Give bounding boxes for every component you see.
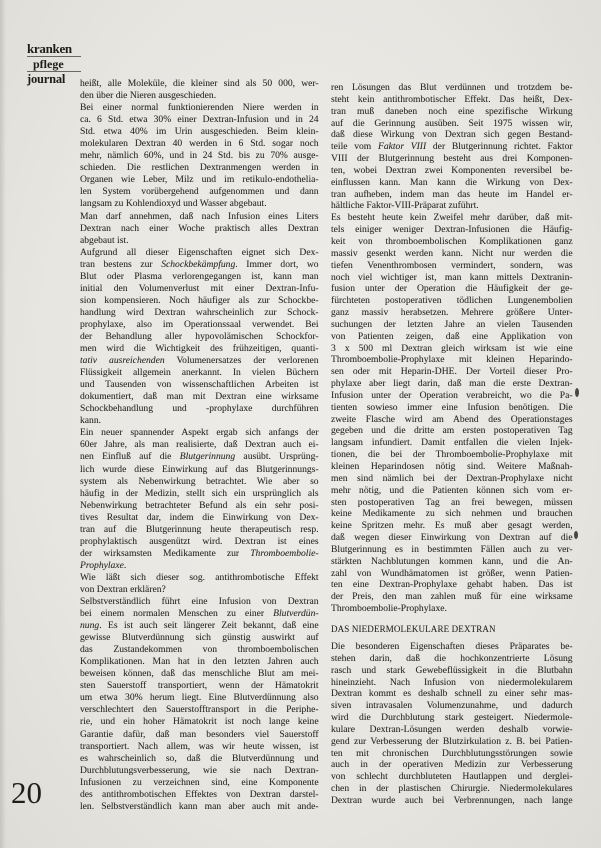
text-line xyxy=(80,90,319,102)
line-text: Dextran kommt es deshalb schnell zu einer sehr mas- xyxy=(331,688,573,700)
text-line xyxy=(80,476,319,488)
text-line xyxy=(331,795,573,807)
text-segment: ausübt. Ursprüng- xyxy=(235,451,319,463)
line-text xyxy=(80,560,126,571)
text-line xyxy=(80,608,319,620)
text-line xyxy=(80,500,319,512)
line-text: sen oder mit Heparin-DHE. Der Vorteil dieser Pro- xyxy=(331,366,573,378)
text-line xyxy=(331,568,573,580)
line-text xyxy=(80,608,319,619)
line-text: der Preis, den man zahlen muß für eine wirksame xyxy=(331,591,573,603)
line-text: len. Selbstverständlich kann man aber auch mit ande- xyxy=(80,800,319,812)
line-text: Infusionen zu verzeichnen sind, eine Komponente xyxy=(80,776,319,788)
line-text: gewisse Blutverdünnung sich günstig auswirkt auf xyxy=(80,632,319,644)
line-text: tran aufheben, indem man das heute im Handel er- xyxy=(331,188,573,200)
italic-text: Schockbekämpfung xyxy=(161,258,236,270)
text-line xyxy=(331,106,573,118)
line-text: wird die Durchblutung stark gesteigert. Niedermole- xyxy=(331,712,573,724)
text-line xyxy=(80,271,319,283)
text-line xyxy=(331,236,573,248)
line-text: 3 x 500 ml Dextran gleich wirksam ist wie eine xyxy=(331,342,573,354)
line-text: auch in der operativen Medizin zur Verbesserung xyxy=(331,759,573,771)
line-text: fusion unter der Operation die Häufigkeit der ge- xyxy=(331,283,573,295)
line-text: hineinzieht. Nach Infusion von niedermolekularem xyxy=(331,676,573,688)
text-line xyxy=(80,464,319,476)
text-line xyxy=(331,378,573,390)
line-text: Flüssigkeit allgemein anerkannt. In vielen Büchern xyxy=(80,367,319,379)
line-text: heißt, alle Moleküle, die kleiner sind als 50 000, wer- xyxy=(80,78,319,89)
text-line xyxy=(80,259,319,271)
line-text: ten eine Dextran-Prophylaxe gehabt haben. Das ist xyxy=(331,579,573,591)
text-line xyxy=(80,572,319,584)
text-line xyxy=(80,704,319,716)
line-text: transportiert. Nach allem, was wir heute wissen, ist xyxy=(80,740,319,752)
text-line xyxy=(80,223,319,235)
paragraph xyxy=(331,212,573,615)
italic-text: Blutverdün- xyxy=(273,608,319,620)
line-text: von Dextran erklären? xyxy=(80,583,166,595)
text-segment: teile vom xyxy=(331,141,378,153)
text-line xyxy=(80,451,319,463)
line-text: Nebenwirkung betrachteter Befund als ein sehr posi- xyxy=(80,499,319,511)
page-number: 20 xyxy=(11,775,42,810)
journal-masthead-logo xyxy=(27,43,81,85)
text-line xyxy=(80,102,319,114)
line-text: Es besteht heute kein Zweifel mehr darüber, daß mit- xyxy=(331,212,573,224)
text-line xyxy=(331,603,573,615)
text-line xyxy=(331,260,573,272)
line-text: handlung wird Dextran wahrscheinlich zur Schock- xyxy=(80,306,319,318)
line-text: stärkten Nachblutungen kommen kann, und die An- xyxy=(331,555,573,567)
text-line xyxy=(80,295,319,307)
text-segment: Volumenersatzes der verlorenen xyxy=(164,355,319,367)
line-text: einflussen kann. Man kann die Wirkung von Dex- xyxy=(331,176,573,188)
line-text: Std. etwa 40% im Urin ausgeschieden. Beim klein- xyxy=(80,126,319,138)
line-text: sion kompensieren. Noch häufiger als zur Schockbe- xyxy=(80,294,319,306)
line-text: keine Medikamente zu sich nehmen und brauchen xyxy=(331,508,573,520)
line-text: sten postoperativen Tag an frei bewegen, müssen xyxy=(331,496,573,508)
line-text: 60er Jahre, als man realisierte, daß Dextran auch ei- xyxy=(80,439,319,451)
line-text: Ein neuer spannender Aspekt ergab sich anfangs der xyxy=(80,427,319,439)
text-line xyxy=(331,641,573,653)
line-text: langsam zu Kohlendioxyd und Wasser abgebaut. xyxy=(80,198,267,210)
left-text-column xyxy=(80,78,319,813)
text-line xyxy=(80,343,319,355)
text-line xyxy=(80,729,319,741)
line-text: abgebaut ist. xyxy=(80,234,129,246)
text-line xyxy=(331,771,573,783)
line-text: len System vorübergehend aufgenommen und dann xyxy=(80,186,319,198)
text-line xyxy=(80,644,319,656)
text-line xyxy=(331,153,573,165)
text-line xyxy=(331,700,573,712)
text-line xyxy=(331,177,573,189)
line-text: langsam infundiert. Damit entfallen die vielen Injek- xyxy=(331,437,573,449)
line-text: tels einiger weniger Dextran-Infusionen die Häufig- xyxy=(331,224,573,236)
line-text: um etwa 30% herum liegt. Eine Blutverdünnung also xyxy=(80,692,319,704)
line-text: kulare Dextran-Lösungen werden deshalb vorwie- xyxy=(331,723,573,735)
text-line xyxy=(331,118,573,130)
line-text: des antithrombotischen Effektes von Dextran darstel- xyxy=(80,788,319,800)
text-segment: der wirksamsten Medikamente zur xyxy=(80,547,251,559)
text-line xyxy=(331,437,573,449)
text-line xyxy=(331,461,573,473)
line-text: Durchblutungsverbesserung, wie sie nach Dextran- xyxy=(80,764,319,776)
text-line xyxy=(331,189,573,201)
line-text: auf die Gerinnung ausüben. Seit 1975 wissen wir, xyxy=(331,117,573,129)
text-line xyxy=(331,485,573,497)
line-text: Infusion unter der Operation verabreicht, wo die Pa- xyxy=(331,389,573,401)
text-line xyxy=(80,355,319,367)
line-text: prophylaxe, also im Operationssaal verwendet. Bei xyxy=(80,318,319,330)
line-text: rasch und stark Gewebeflüssigkeit in die Blutbahn xyxy=(331,664,573,676)
text-line xyxy=(80,512,319,524)
paragraph xyxy=(80,247,319,428)
line-text: siven intravasalen Volumenzunahme, und dadurch xyxy=(331,700,573,712)
line-text: noch viel wichtiger ist, man kann mittels Dextranin- xyxy=(331,271,573,283)
text-line xyxy=(80,620,319,632)
line-text: das Zustandekommen von thromboembolischen xyxy=(80,644,319,656)
text-line xyxy=(331,736,573,748)
text-line xyxy=(331,402,573,414)
paragraph xyxy=(80,596,319,813)
line-text: mehr, nämlich 60%, und in 24 Std. bis zu 70% ausge- xyxy=(80,150,319,162)
line-text: Thromboembolie-Prophylaxe mit kleinen Heparindo- xyxy=(331,354,573,366)
line-text: den über die Nieren ausgeschieden. xyxy=(80,90,217,102)
text-line xyxy=(80,741,319,753)
line-text: system als Nebenwirkung betrachtet. Wie aber so xyxy=(80,475,319,487)
text-line xyxy=(331,748,573,760)
line-text: Dextran nach einer Woche praktisch alles Dextran xyxy=(80,222,319,234)
line-text: Blut oder Plasma verlorengegangen ist, kann man xyxy=(80,270,319,282)
masthead-line-kranken: kranken xyxy=(27,43,81,57)
line-text: gegeben und die dritte am ersten postoperativen Tag xyxy=(331,425,573,437)
text-line xyxy=(331,532,573,544)
line-text: schieden. Die restlichen Dextranmengen werden in xyxy=(80,162,319,174)
text-line xyxy=(331,366,573,378)
text-line xyxy=(80,126,319,138)
text-segment: . Immer dort, wo xyxy=(235,258,319,270)
line-text: gend zur Verbesserung der Blutzirkulation z. B. bei Patien- xyxy=(331,735,573,747)
line-text: ren Lösungen das Blut verdünnen und trotzdem be- xyxy=(331,82,573,93)
text-line xyxy=(331,272,573,284)
text-line xyxy=(331,665,573,677)
line-text: molekularen Dextran 40 werden in 6 Std. sogar noch xyxy=(80,138,319,150)
line-text: rie, und ein hoher Hämatokrit ist noch lange keine xyxy=(80,716,319,728)
text-line xyxy=(80,283,319,295)
text-line xyxy=(80,307,319,319)
line-text: es wahrscheinlich so, daß die Blutverdünnung und xyxy=(80,752,319,764)
line-text: Organen wie Leber, Milz und im retikulo-endothelia- xyxy=(80,174,319,186)
line-text xyxy=(80,548,319,559)
text-line xyxy=(80,211,319,223)
text-line xyxy=(331,712,573,724)
text-line xyxy=(331,319,573,331)
line-text: steht kein antithrombotischer Effekt. Das heißt, Dex- xyxy=(331,93,573,105)
line-text: keit von thromboembolischen Komplikationen ganz xyxy=(331,235,573,247)
text-line xyxy=(331,473,573,485)
line-text xyxy=(331,141,573,152)
text-line xyxy=(80,150,319,162)
line-text: von Patienten zeigen, daß eine Applikation von xyxy=(331,330,573,342)
text-line xyxy=(80,403,319,415)
line-text: tran muß daneben noch eine spezifische Wirkung xyxy=(331,105,573,117)
paragraph xyxy=(80,211,319,247)
text-line xyxy=(80,560,319,572)
line-text: tives Resultat dar, indem die Einwirkung von Dex- xyxy=(80,511,319,523)
text-line xyxy=(80,379,319,391)
text-line xyxy=(80,692,319,704)
line-text: tienten sowieso immer eine Infusion benötigen. Die xyxy=(331,401,573,413)
text-line xyxy=(80,765,319,777)
text-line xyxy=(80,656,319,668)
line-text: tiefen Venenthrombosen vermindert, sondern, was xyxy=(331,259,573,271)
line-text: massiv gesenkt werden kann. Nicht nur werden die xyxy=(331,247,573,259)
text-line xyxy=(80,680,319,692)
line-text: keine Spritzen mehr. Es muß aber gesagt werden, xyxy=(331,520,573,532)
masthead-line-pflege: pflege xyxy=(27,58,81,72)
text-line xyxy=(331,343,573,355)
line-text: verschlechtert den Sauerstofftransport in die Periphe- xyxy=(80,704,319,716)
line-text: men wird die Wichtigkeit des frühzeitigen, quanti- xyxy=(80,343,319,355)
text-line xyxy=(80,186,319,198)
text-line xyxy=(331,508,573,520)
text-line xyxy=(80,174,319,186)
text-line xyxy=(80,319,319,331)
text-line xyxy=(80,162,319,174)
line-text: suchungen der letzten Jahre an vielen Tausenden xyxy=(331,318,573,330)
italic-text: Prophylaxe xyxy=(80,559,124,571)
text-line xyxy=(331,449,573,461)
line-text: ca. 6 Std. etwa 30% einer Dextran-Infusion und in 24 xyxy=(80,114,319,126)
line-text: Schockbehandlung und -prophylaxe durchführen xyxy=(80,403,319,415)
text-line xyxy=(331,295,573,307)
text-line xyxy=(80,391,319,403)
text-line xyxy=(331,556,573,568)
text-line xyxy=(331,331,573,343)
text-line xyxy=(80,632,319,644)
text-line xyxy=(331,591,573,603)
line-text: kann. xyxy=(80,415,102,427)
line-text: beweisen können, daß das menschliche Blut am mei- xyxy=(80,668,319,680)
line-text: Bei einer normal funktionierenden Niere werden in xyxy=(80,102,319,114)
line-text: Dextran wurde auch bei Verbrennungen, nach lange xyxy=(331,794,573,806)
section-heading: DAS NIEDERMOLEKULARE DEXTRAN xyxy=(331,623,496,634)
text-segment: nen Einfluß auf die xyxy=(80,451,180,463)
text-line xyxy=(80,789,319,801)
masthead-line-journal: journal xyxy=(27,72,66,86)
line-text: sten Sauerstoff transportiert, wenn der Hämatokrit xyxy=(80,680,319,692)
text-line xyxy=(331,724,573,736)
text-line xyxy=(80,524,319,536)
text-line xyxy=(80,331,319,343)
line-text: fürchteten postoperativen tödlichen Lungenembolien xyxy=(331,295,573,307)
paragraph xyxy=(80,102,319,210)
text-line xyxy=(80,777,319,789)
text-line xyxy=(331,677,573,689)
line-text: zahl von Wundhämatomen ist größer, wenn Patien- xyxy=(331,567,573,579)
text-line xyxy=(80,536,319,548)
text-line xyxy=(80,78,319,90)
line-text xyxy=(80,620,319,631)
line-text: Die besonderen Eigenschaften dieses Präparates be- xyxy=(331,640,573,652)
line-text: zweite Flasche wird am Abend des Operationstages xyxy=(331,413,573,425)
line-text: ten, wobei Dextran zwei Komponenten reversibel be- xyxy=(331,164,573,176)
text-segment: bei einem normalen Menschen zu einer xyxy=(80,608,274,620)
italic-text: tativ ausreichenden xyxy=(80,355,165,367)
right-column-section-text xyxy=(331,641,573,807)
text-line xyxy=(331,82,573,94)
text-line xyxy=(331,390,573,402)
line-text: daß wegen dieser Einwirkung von Dextran auf die xyxy=(331,532,573,544)
line-text: prophylaktisch ausgenützt wird. Dextran ist eines xyxy=(80,535,319,547)
text-line xyxy=(331,544,573,556)
paragraph xyxy=(331,641,573,807)
text-line xyxy=(331,520,573,532)
line-text: chen in der plastischen Chirurgie. Niedermolekulares xyxy=(331,783,573,795)
line-text xyxy=(80,451,319,462)
text-line xyxy=(331,94,573,106)
right-column-upper-text xyxy=(331,82,573,615)
text-line xyxy=(80,488,319,500)
text-line xyxy=(80,668,319,680)
text-line xyxy=(331,283,573,295)
text-line xyxy=(80,138,319,150)
text-line xyxy=(80,235,319,247)
italic-text: Faktor VIII xyxy=(377,141,427,153)
text-line xyxy=(80,114,319,126)
right-text-column xyxy=(331,82,573,807)
text-line xyxy=(331,425,573,437)
line-text: der Behandlung aller hypovolämischen Schockfor- xyxy=(80,330,319,342)
text-line xyxy=(331,688,573,700)
line-text: Aufgrund all dieser Eigenschaften eignet sich Dex- xyxy=(80,246,319,258)
line-text: ten mit chronischen Durchblutungsstörungen sowie xyxy=(331,747,573,759)
text-line xyxy=(80,367,319,379)
text-line xyxy=(331,414,573,426)
line-text: daß diese Wirkung von Dextran sich gegen Bestand- xyxy=(331,129,573,141)
line-text: von schlecht durchbluteten Hautlappen und derglei- xyxy=(331,771,573,783)
text-line xyxy=(331,579,573,591)
scan-mark xyxy=(574,531,578,539)
text-line xyxy=(80,801,319,813)
text-segment: der Blutgerinnung richtet. Faktor xyxy=(426,141,573,153)
line-text: Komplikationen. Man hat in den letzten Jahren auch xyxy=(80,656,319,668)
text-line xyxy=(80,247,319,259)
line-text: tionen, die bei der Thromboembolie-Prophylaxe mit xyxy=(331,449,573,461)
text-segment: . xyxy=(123,559,127,571)
text-line xyxy=(80,716,319,728)
paragraph xyxy=(331,82,573,212)
italic-text: nung xyxy=(80,620,100,632)
line-text: kleinen Heparindosen nötig sind. Weitere Maßnah- xyxy=(331,461,573,472)
line-text: VIII der Blutgerinnung besteht aus drei Komponen- xyxy=(331,153,573,165)
line-text: häufig in der Medizin, stellt sich ein ursprünglich als xyxy=(80,487,319,499)
text-line xyxy=(80,198,319,210)
italic-text: Thromboembolie- xyxy=(250,547,319,559)
text-line xyxy=(331,354,573,366)
text-line xyxy=(331,248,573,260)
line-text: tran auf die Blutgerinnung heute therapeutisch resp. xyxy=(80,523,319,535)
line-text: men sind nämlich bei der Dextran-Prophylaxe nicht xyxy=(331,472,573,484)
text-segment: . Es ist auch seit längerer Zeit bekannt, daß eine xyxy=(99,620,319,632)
line-text: ganz massiv herabsetzen. Mehrere größere Unter- xyxy=(331,307,573,319)
text-line xyxy=(331,141,573,153)
text-line xyxy=(331,759,573,771)
italic-text: Blutgerinnung xyxy=(179,451,236,463)
line-text: hältliche Faktor-VIII-Präparat zuführt. xyxy=(331,200,479,212)
line-text: dokumentiert, daß man mit Dextran eine wirksame xyxy=(80,391,319,403)
line-text: Garantie dafür, daß man besonders viel Sauerstoff xyxy=(80,728,319,740)
text-line xyxy=(331,653,573,665)
line-text: Thromboembolie-Prophylaxe. xyxy=(331,603,447,615)
text-line xyxy=(80,439,319,451)
line-text: Blutgerinnung es in bestimmten Fällen auch zu ver- xyxy=(331,543,573,555)
text-segment: tran bestens zur xyxy=(80,258,162,270)
line-text: phylaxe aber liegt darin, daß man die erste Dextran- xyxy=(331,378,573,390)
scan-mark xyxy=(575,388,579,397)
line-text xyxy=(80,259,319,270)
text-line xyxy=(80,427,319,439)
line-text xyxy=(80,355,319,366)
line-text: Wie läßt sich dieser sog. antithrombotische Effekt xyxy=(80,571,319,583)
line-text: Man darf annehmen, daß nach Infusion eines Liters xyxy=(80,210,319,222)
paragraph xyxy=(80,427,319,572)
line-text: lich wurde diese Einwirkung auf das Blutgerinnungs- xyxy=(80,463,319,475)
line-text: initial den Volumenverlust mit einer Dextran-Infu- xyxy=(80,282,319,294)
line-text: Selbstverständlich führt eine Infusion von Dextran xyxy=(80,596,319,608)
line-text: stehen darin, daß die hochkonzentrierte Lösung xyxy=(331,652,573,664)
paragraph xyxy=(80,78,319,102)
text-line xyxy=(331,783,573,795)
line-text: und Tausenden von wissenschaftlichen Arbeiten ist xyxy=(80,379,319,391)
text-line xyxy=(331,307,573,319)
text-line xyxy=(331,497,573,509)
text-line xyxy=(80,753,319,765)
text-line xyxy=(80,584,319,596)
text-line xyxy=(331,129,573,141)
text-line xyxy=(331,224,573,236)
paragraph xyxy=(80,572,319,596)
text-line xyxy=(331,165,573,177)
text-line xyxy=(331,212,573,224)
text-line xyxy=(331,200,573,212)
text-line xyxy=(80,548,319,560)
text-line xyxy=(80,415,319,427)
text-line xyxy=(80,596,319,608)
line-text: mehr nötig, und die Patienten können sich vom er- xyxy=(331,484,573,496)
